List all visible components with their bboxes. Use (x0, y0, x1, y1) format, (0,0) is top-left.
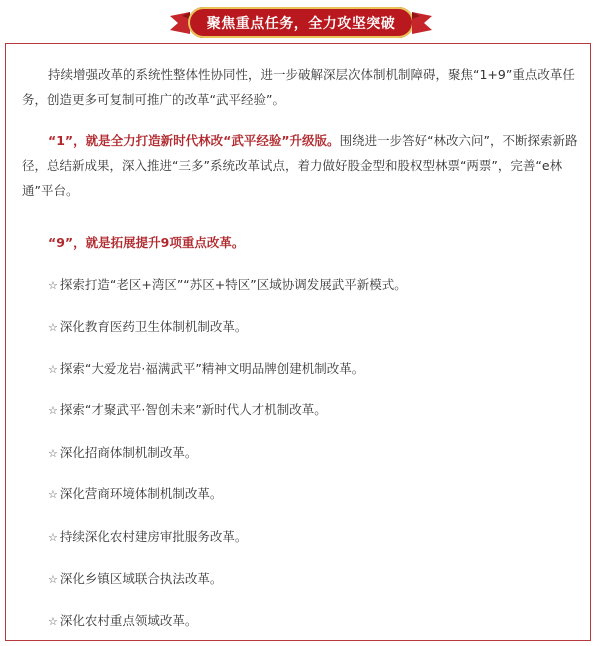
star-icon: ☆ (48, 531, 58, 544)
list-item (48, 318, 247, 337)
list-item (48, 276, 407, 295)
section-1-paragraph (22, 128, 578, 203)
star-icon: ☆ (48, 615, 58, 628)
list-item (48, 360, 364, 379)
list-item-text: 深化招商体制机制改革。 (59, 445, 198, 460)
star-icon: ☆ (48, 363, 58, 376)
list-item-text: 探索“大爱龙岩·福满武平”精神文明品牌创建机制改革。 (59, 361, 365, 376)
list-item (48, 612, 197, 631)
star-icon: ☆ (48, 573, 58, 586)
list-item-text: 深化教育医药卫生体制机制改革。 (59, 319, 248, 334)
list-item-text: 深化农村重点领域改革。 (59, 613, 198, 628)
list-item-text: 持续深化农村建房审批服务改革。 (59, 529, 248, 544)
list-item (48, 528, 247, 547)
section-banner (0, 4, 600, 40)
section-1-body: 围绕进一步答好“林改六问”，不断探索新路径，总结新成果，深入推进“三多”系统改革试点，着力做好股金型和股权型林票“两票”，完善“e林通”平台。 (22, 133, 578, 198)
star-icon: ☆ (48, 488, 58, 501)
list-item (48, 444, 197, 463)
star-icon: ☆ (48, 404, 58, 417)
list-item-text: 探索打造“老区+湾区”“苏区+特区”区域协调发展武平新模式。 (59, 277, 407, 292)
ribbon-right-decoration-icon (412, 10, 434, 36)
list-item (48, 401, 327, 420)
section-2-lead: “9”，就是拓展提升9项重点改革。 (48, 235, 245, 250)
star-icon: ☆ (48, 279, 58, 292)
list-item-text: 探索“才聚武平·智创未来”新时代人才机制改革。 (59, 402, 327, 417)
banner-title: 聚焦重点任务，全力攻坚突破 (188, 7, 414, 38)
list-item-text: 深化营商环境体制机制改革。 (59, 486, 223, 501)
list-item (48, 485, 222, 504)
ribbon-left-decoration-icon (168, 10, 190, 36)
section-2-paragraph (22, 230, 578, 255)
star-icon: ☆ (48, 447, 58, 460)
list-item (48, 570, 222, 589)
content-panel (5, 43, 591, 641)
intro-paragraph: 持续增强改革的系统性整体性协同性，进一步破解深层次体制机制障碍，聚焦“1+9”重点改革任务，创造更多可复制可推广的改革“武平经验”。 (22, 67, 575, 107)
section-1-lead: “1”，就是全力打造新时代林改“武平经验”升级版。 (48, 133, 340, 148)
star-icon: ☆ (48, 321, 58, 334)
list-item-text: 深化乡镇区域联合执法改革。 (59, 571, 223, 586)
